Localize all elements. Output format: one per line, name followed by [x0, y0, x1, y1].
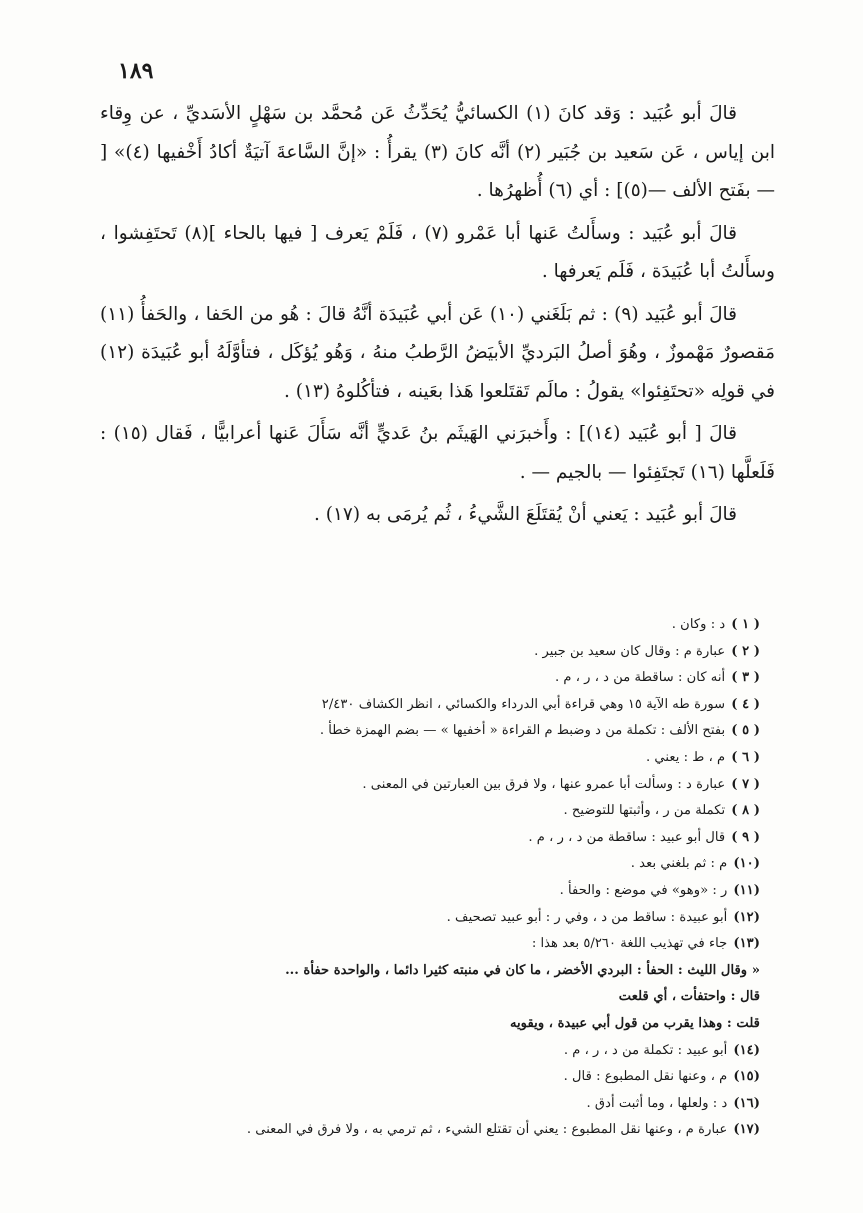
footnote-text: تكملة من ر ، وأثبتها للتوضيح . — [563, 803, 726, 819]
paragraph-4: قالَ [ أبو عُبَيد (١٤)] : وأَخبرَني الهَيثَم بنُ عَديٍّ أنَّه سَأَلَ عَنها أعرابيًّا ، فَقال (١٥) : فَلَعلَّها (١٦) تَجتَفِئوا — بالجيم — . — [100, 423, 775, 483]
footnote — [205, 851, 760, 878]
footnote — [205, 1117, 760, 1144]
footnote — [205, 798, 760, 825]
footnote — [205, 612, 760, 639]
footnote-number: (١٣) — [733, 936, 760, 952]
paragraph-1: قالَ أبو عُبَيد : وَقد كانَ (١) الكسائيُّ يُحَدِّثُ عَن مُحمَّد بن سَهْلٍ الأسَديِّ ، عن وِقاء ابن إياس ، عَن سَعيد بن جُبَير (٢) أنَّه كانَ (٣) يقرأُ : «إنَّ السَّاعةَ آتيَةٌ أكادُ أَخْفيها (٤)» [ — بفَتح الألف —(٥)] : أي (٦) أُظهرُها . — [100, 103, 776, 201]
footnote-number: ( ٥ ) — [731, 723, 760, 739]
paragraph-2: قالَ أبو عُبَيد : وسأَلتُ عَنها أبا عَمْرو (٧) ، فَلَمْ يَعرف [ فيها بالحاء ](٨) تَحتَفِشوا ، وسأَلتُ أبا عُبَيدَة ، فَلَم يَعرفها . — [100, 222, 775, 282]
footnote — [205, 905, 760, 932]
footnote-number: ( ٢ ) — [731, 643, 760, 659]
footnotes — [205, 612, 760, 1144]
footnote — [205, 692, 760, 719]
footnote-text: م ، وعنها نقل المطبوع : قال . — [563, 1069, 728, 1085]
footnote-text: م ، ط : يعني . — [646, 749, 726, 765]
footnote-text: عبارة م ، وعنها نقل المطبوع : يعني أن تقتلع الشيء ، ثم ترمي به ، ولا فرق في المعنى . — [246, 1122, 728, 1138]
footnote — [205, 639, 760, 666]
footnote — [205, 745, 760, 772]
footnote-quote-line — [205, 958, 760, 985]
footnote-text: قلت : وهذا يقرب من قول أبي عبيدة ، ويقويه — [509, 1015, 760, 1031]
footnote-quote-line — [205, 984, 760, 1011]
footnote-text: ر : «وهو» في موضع : والحفأ . — [559, 882, 728, 898]
paragraph-3: قالَ أبو عُبَيد (٩) : ثم بَلَغَني (١٠) عَن أبي عُبَيدَة أنَّهُ قالَ : هُو من الحَفا ، والحَفأُ (١١) مَقصورٌ مَهْموزٌ ، وهُوَ أصلُ البَرديِّ الأبيَضُ الرَّطبُ منهُ ، وَهُو يُؤكَل ، فتأوَّلَهُ أبو عُبَيدَة (١٢) في قولِه «تحتَفِئوا» يقولُ : مالَم تَقتَلعوا هَذا بعَينه ، فتأكُلوهُ (١٣) . — [100, 303, 775, 402]
footnote-text: عبارة د : وسألت أبا عمرو عنها ، ولا فرق بين العبارتين في المعنى . — [362, 776, 726, 792]
footnote — [205, 931, 760, 958]
footnote-text: قال أبو عبيد : ساقطة من د ، ر ، م . — [528, 829, 726, 845]
footnote — [205, 718, 760, 745]
footnote-quote-line — [205, 1011, 760, 1038]
footnote-text: د : وكان . — [671, 617, 726, 632]
page-number: ١٨٩ — [118, 58, 154, 84]
footnote-text: قال : واحتفأت ، أي قلعت — [618, 989, 760, 1005]
footnote — [205, 1091, 760, 1118]
footnote-number: (١٦) — [733, 1095, 760, 1111]
footnote — [205, 1038, 760, 1065]
footnote-number: (١٠) — [733, 856, 760, 872]
footnote-text: عبارة م : وقال كان سعيد بن جبير . — [534, 643, 726, 659]
footnote-text: د : ولعلها ، وما أثبت أدق . — [586, 1095, 728, 1111]
footnote-text: م : ثم بلغني بعد . — [630, 856, 728, 872]
paragraph-5: قالَ أبو عُبَيد : يَعني أنْ يُقتَلَعَ الشَّيءُ ، ثُم يُرمَى به (١٧) . — [313, 504, 737, 525]
footnote — [205, 878, 760, 905]
main-text — [100, 95, 775, 539]
footnote-number: ( ٩ ) — [731, 829, 760, 845]
footnote-number: ( ٤ ) — [731, 696, 760, 712]
footnote-number: (١٥) — [733, 1069, 760, 1085]
footnote — [205, 1064, 760, 1091]
footnote-text: أنه كان : ساقطة من د ، ر ، م . — [554, 670, 726, 686]
footnote-number: ( ٣ ) — [731, 670, 760, 686]
footnote-number: ( ١ ) — [731, 617, 760, 632]
footnote-text: بفتح الألف : تكملة من د وضبط م القراءة « أخفيها » — بضم الهمزة خطأ . — [319, 723, 726, 739]
footnote-number: ( ٧ ) — [731, 776, 760, 792]
footnote-text: جاء في تهذيب اللغة ٥/٢٦٠ بعد هذا : — [531, 936, 728, 952]
footnote-number: (١٢) — [733, 909, 760, 925]
footnote-number: ( ٨ ) — [731, 803, 760, 819]
footnote-text: سورة طه الآية ١٥ وهي قراءة أبي الدرداء والكسائي ، انظر الكشاف ٢/٤٣٠ — [321, 696, 726, 712]
footnote-text: أبو عبيد : تكملة من د ، ر ، م . — [563, 1042, 728, 1058]
footnote — [205, 772, 760, 799]
footnote-text: « وقال الليث : الحفأ : البردي الأخضر ، ما كان في منبته كثيرا دائما ، والواحدة حفأة ... — [285, 962, 760, 978]
footnote-text: أبو عبيدة : ساقط من د ، وفي ر : أبو عبيد تصحيف . — [446, 909, 728, 925]
footnote-number: (١٤) — [733, 1042, 760, 1058]
footnote — [205, 665, 760, 692]
footnote-number: ( ٦ ) — [731, 749, 760, 765]
footnote — [205, 825, 760, 852]
footnote-number: (١١) — [733, 882, 760, 898]
footnote-number: (١٧) — [733, 1122, 760, 1138]
